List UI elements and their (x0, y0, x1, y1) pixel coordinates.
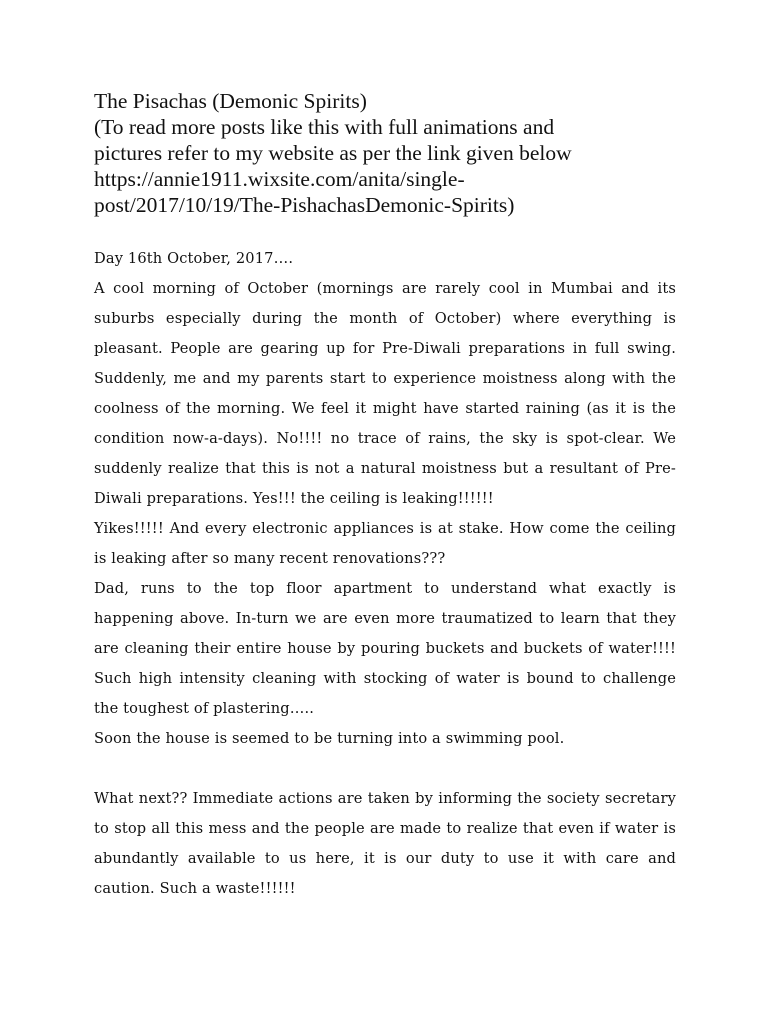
post-note-line-1: (To read more posts like this with full animations and (94, 115, 555, 139)
post-note-line-2: pictures refer to my website as per the link given below (94, 141, 572, 165)
post-heading (94, 88, 676, 218)
post-title: The Pisachas (Demonic Spirits) (94, 89, 367, 113)
paragraph-what-next: What next?? Immediate actions are taken by informing the society secretary to stop all this mess and the people are made to realize that even if water is abundantly available to us here, it is our duty to use it with care and caution. Such a waste!!!!!! (94, 790, 676, 897)
paragraph-morning: A cool morning of October (mornings are rarely cool in Mumbai and its suburbs especially during the month of October) where everything is pleasant. People are gearing up for Pre-Diwali preparations in full swing. Suddenly, me and my parents start to experience moistness along with the coolness of the morning. We feel it might have started raining (as it is the condition now-a-days). No!!!! no trace of rains, the sky is spot-clear. We suddenly realize that this is not a natural moistness but a resultant of Pre-Diwali preparations. Yes!!! the ceiling is leaking!!!!!! (94, 280, 676, 507)
post-body (94, 244, 676, 904)
document-page (94, 88, 676, 904)
paragraph-appliances: Yikes!!!!! And every electronic appliances is at stake. How come the ceiling is leaking after so many recent renovations??? (94, 520, 676, 567)
paragraph-swimming-pool: Soon the house is seemed to be turning into a swimming pool. (94, 730, 565, 747)
paragraph-spacer (94, 754, 676, 784)
post-link-line-1: https://annie1911.wixsite.com/anita/single- (94, 167, 465, 191)
post-link-line-2: post/2017/10/19/The-PishachasDemonic-Spirits) (94, 193, 515, 217)
date-line: Day 16th October, 2017…. (94, 250, 294, 267)
paragraph-top-floor: Dad, runs to the top floor apartment to understand what exactly is happening above. In-turn we are even more traumatized to learn that they are cleaning their entire house by pouring buckets and buckets of water!!!! Such high intensity cleaning with stocking of water is bound to challenge the toughest of plastering….. (94, 580, 676, 717)
